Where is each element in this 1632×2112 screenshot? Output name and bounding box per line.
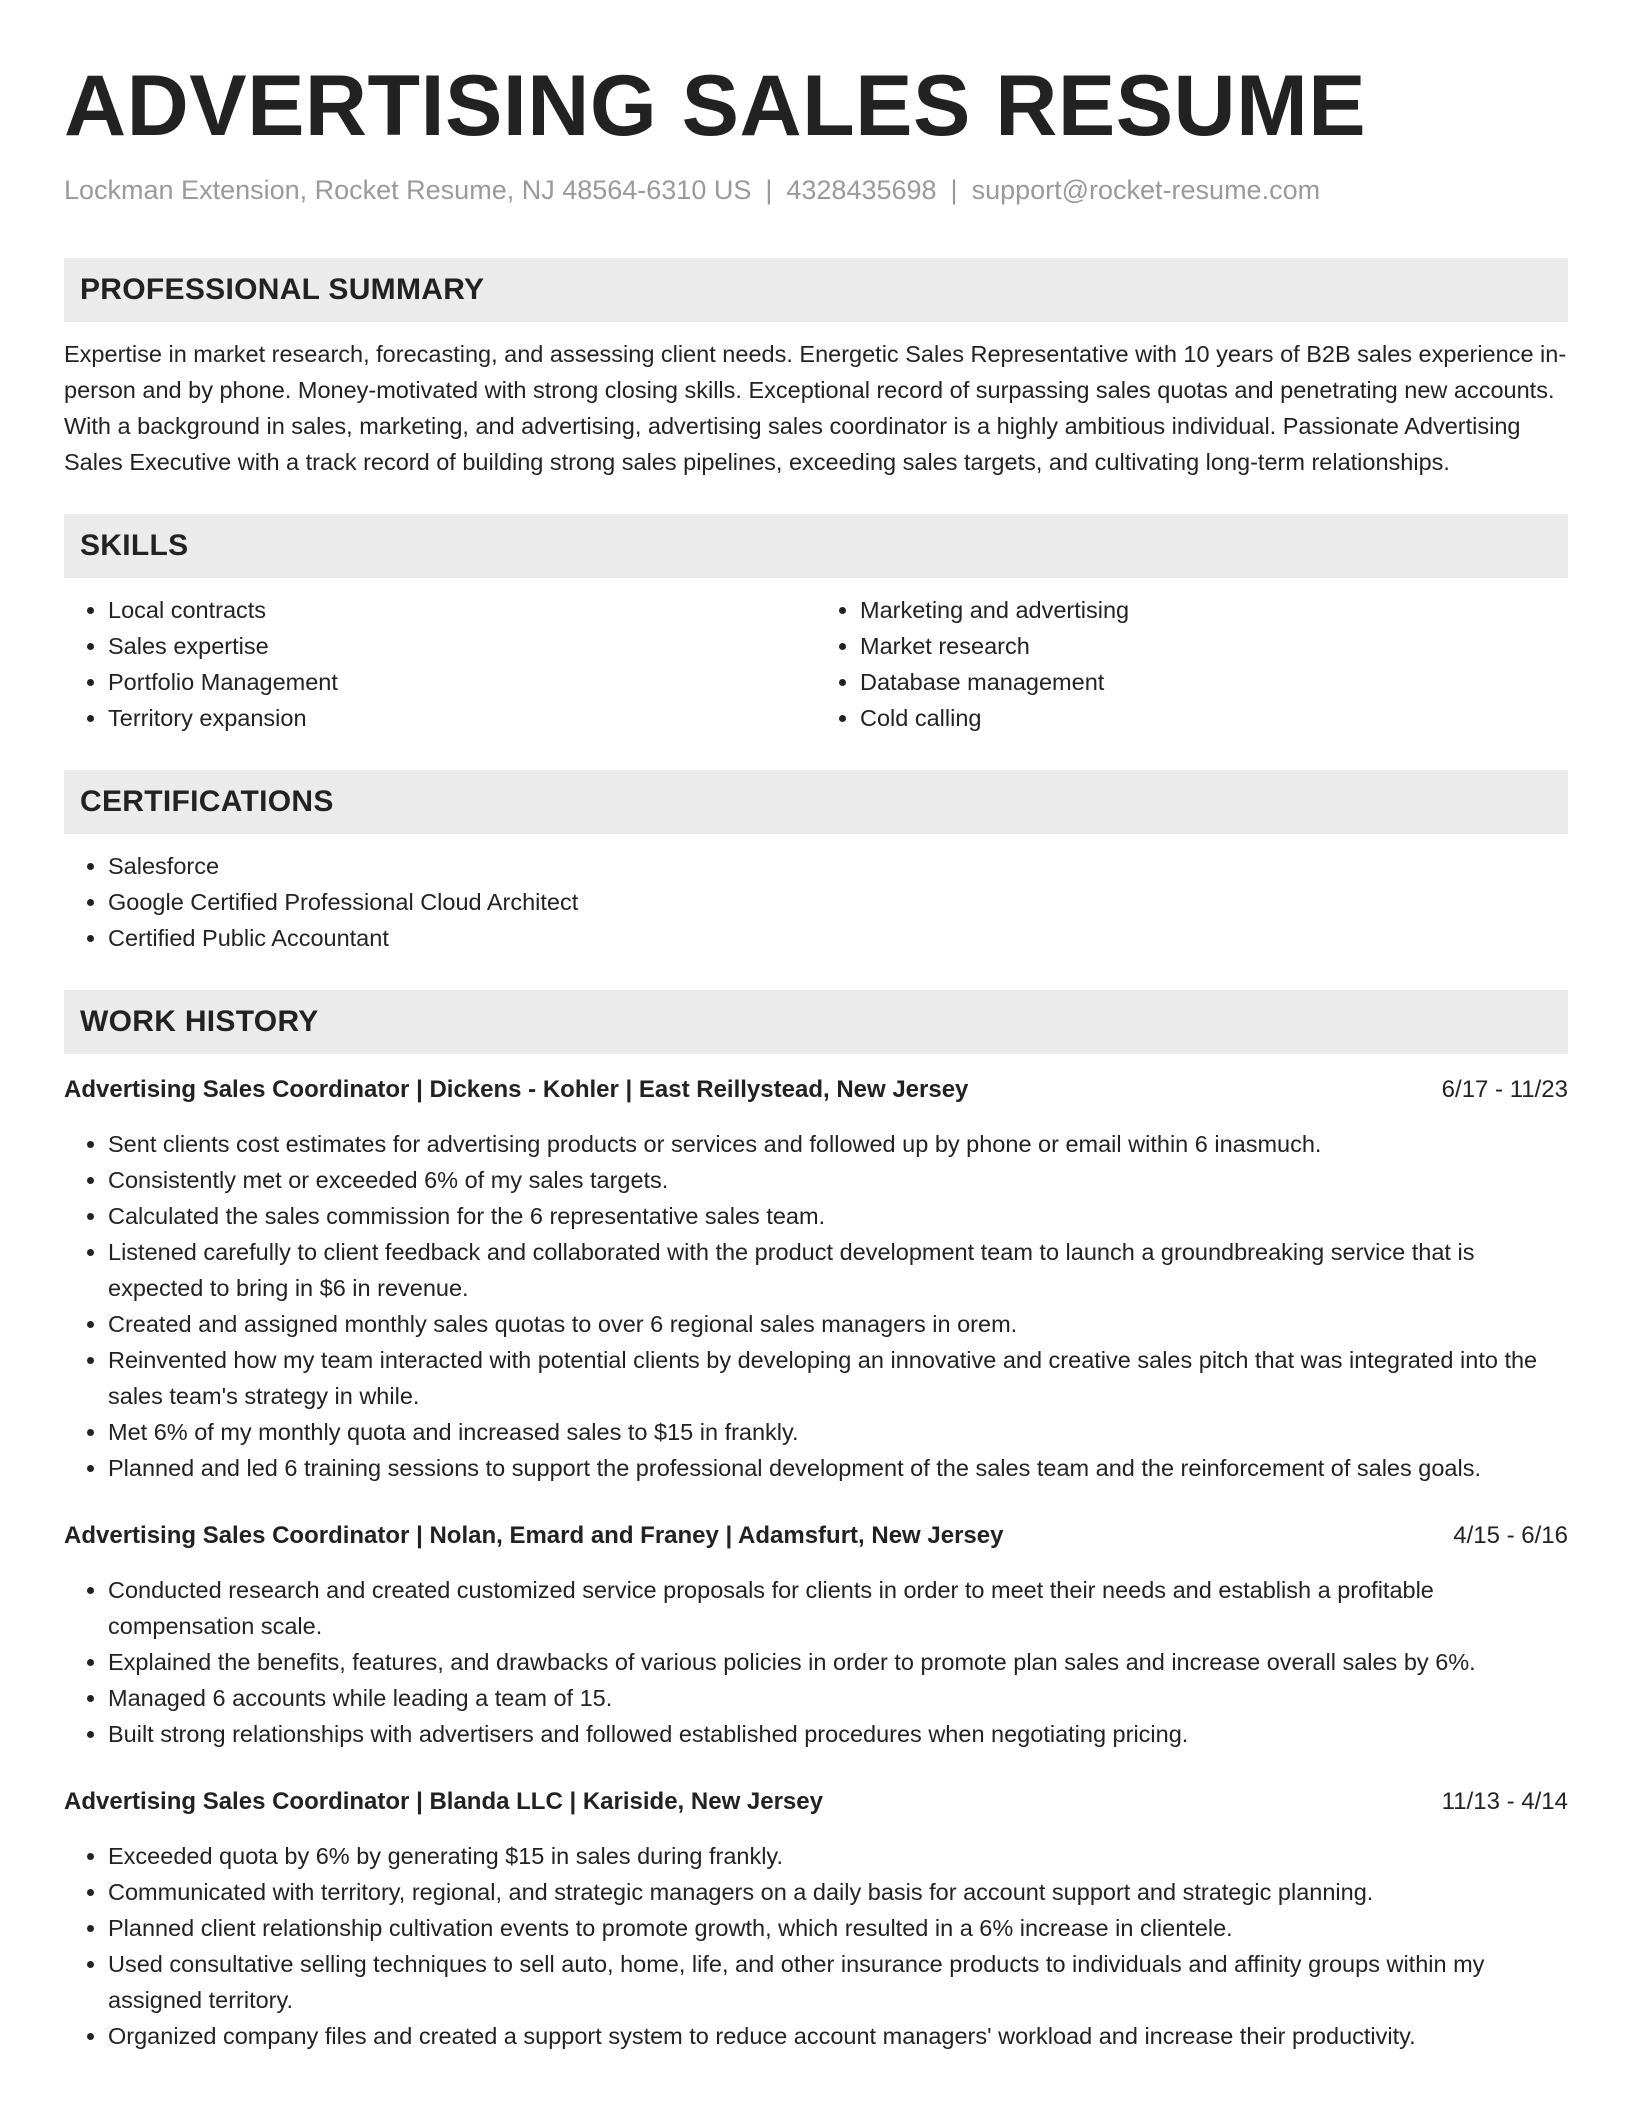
contact-separator: | bbox=[950, 175, 958, 205]
skill-item: • Marketing and advertising bbox=[860, 592, 1568, 628]
job-bullet: • Calculated the sales commission for the 6 representative sales team. bbox=[108, 1198, 1568, 1234]
job-bullet: • Consistently met or exceeded 6% of my sales targets. bbox=[108, 1162, 1568, 1198]
summary-text: Expertise in market research, forecasting, and assessing client needs. Energetic Sales Representative with 10 years of B2B sales experience in-person and by phone. Money-motivated with strong closing skills. Exceptional record of surpassing sales quotas and penetrating new accounts. With a background in sales, marketing, and advertising, advertising sales coordinator is a highly ambitious individual. Passionate Advertising Sales Executive with a track record of building strong sales pipelines, exceeding sales targets, and cultivating long-term relationships. bbox=[64, 341, 1567, 475]
job-header bbox=[64, 1784, 1568, 1820]
job-header bbox=[64, 1072, 1568, 1108]
job-title: Advertising Sales Coordinator | Dickens - Kohler | East Reillystead, New Jersey bbox=[64, 1076, 969, 1103]
contact-line bbox=[64, 172, 1568, 208]
job-bullet: • Explained the benefits, features, and drawbacks of various policies in order to promote plan sales and increase overall sales by 6%. bbox=[108, 1644, 1568, 1680]
job-title: Advertising Sales Coordinator | Blanda LLC | Kariside, New Jersey bbox=[64, 1788, 823, 1815]
job-bullet: • Created and assigned monthly sales quotas to over 6 regional sales managers in orem. bbox=[108, 1306, 1568, 1342]
certification-item: • Salesforce bbox=[108, 848, 1568, 884]
skills-column-left bbox=[64, 592, 816, 736]
section-heading-certifications: CERTIFICATIONS bbox=[64, 770, 1568, 834]
resume-title: ADVERTISING SALES RESUME bbox=[64, 58, 1367, 154]
job-title: Advertising Sales Coordinator | Nolan, Emard and Franey | Adamsfurt, New Jersey bbox=[64, 1522, 1004, 1549]
contact-address: Lockman Extension, Rocket Resume, NJ 48564-6310 US bbox=[64, 175, 752, 205]
job-bullet: • Exceeded quota by 6% by generating $15 in sales during frankly. bbox=[108, 1838, 1568, 1874]
section-heading-skills: SKILLS bbox=[64, 514, 1568, 578]
contact-separator: | bbox=[765, 175, 773, 205]
skills-column-right bbox=[816, 592, 1568, 736]
section-heading-summary: PROFESSIONAL SUMMARY bbox=[64, 258, 1568, 322]
certification-item: • Google Certified Professional Cloud Architect bbox=[108, 884, 1568, 920]
job-bullet: • Organized company files and created a support system to reduce account managers' workload and increase their productivity. bbox=[108, 2018, 1568, 2054]
job-bullet: • Used consultative selling techniques to sell auto, home, life, and other insurance products to individuals and affinity groups within my assigned territory. bbox=[108, 1946, 1568, 2018]
job-dates: 4/15 - 6/16 bbox=[1453, 1522, 1568, 1549]
skills-list bbox=[64, 592, 1568, 736]
section-heading-work-history: WORK HISTORY bbox=[64, 990, 1568, 1054]
job-bullet: • Planned client relationship cultivation events to promote growth, which resulted in a 6% increase in clientele. bbox=[108, 1910, 1568, 1946]
job-bullet: • Listened carefully to client feedback and collaborated with the product development team to launch a groundbreaking service that is expected to bring in $6 in revenue. bbox=[108, 1234, 1568, 1306]
job-header bbox=[64, 1518, 1568, 1554]
skill-item: • Cold calling bbox=[860, 700, 1568, 736]
job-dates: 11/13 - 4/14 bbox=[1441, 1788, 1568, 1815]
job-bullet: • Communicated with territory, regional, and strategic managers on a daily basis for account support and strategic planning. bbox=[108, 1874, 1568, 1910]
skill-item: • Sales expertise bbox=[108, 628, 816, 664]
job-entry bbox=[64, 1518, 1568, 1752]
job-bullet: • Met 6% of my monthly quota and increased sales to $15 in frankly. bbox=[108, 1414, 1568, 1450]
skill-item: • Local contracts bbox=[108, 592, 816, 628]
job-bullet: • Planned and led 6 training sessions to support the professional development of the sales team and the reinforcement of sales goals. bbox=[108, 1450, 1568, 1486]
job-bullets bbox=[64, 1838, 1568, 2054]
job-bullet: • Reinvented how my team interacted with potential clients by developing an innovative and creative sales pitch that was integrated into the sales team's strategy in while. bbox=[108, 1342, 1568, 1414]
resume-page bbox=[64, 0, 1568, 2054]
job-entry bbox=[64, 1784, 1568, 2054]
job-bullets bbox=[64, 1126, 1568, 1486]
job-entry bbox=[64, 1072, 1568, 1486]
job-bullet: • Built strong relationships with advertisers and followed established procedures when negotiating pricing. bbox=[108, 1716, 1568, 1752]
skill-item: • Market research bbox=[860, 628, 1568, 664]
skill-item: • Territory expansion bbox=[108, 700, 816, 736]
job-bullet: • Conducted research and created customized service proposals for clients in order to meet their needs and establish a profitable compensation scale. bbox=[108, 1572, 1568, 1644]
skill-item: • Database management bbox=[860, 664, 1568, 700]
certification-item: • Certified Public Accountant bbox=[108, 920, 1568, 956]
job-dates: 6/17 - 11/23 bbox=[1441, 1076, 1568, 1103]
contact-phone: 4328435698 bbox=[786, 175, 937, 205]
job-bullet: • Sent clients cost estimates for advertising products or services and followed up by phone or email within 6 inasmuch. bbox=[108, 1126, 1568, 1162]
contact-email: support@rocket-resume.com bbox=[971, 175, 1321, 205]
job-bullet: • Managed 6 accounts while leading a team of 15. bbox=[108, 1680, 1568, 1716]
certifications-list bbox=[64, 848, 1568, 956]
job-bullets bbox=[64, 1572, 1568, 1752]
skill-item: • Portfolio Management bbox=[108, 664, 816, 700]
